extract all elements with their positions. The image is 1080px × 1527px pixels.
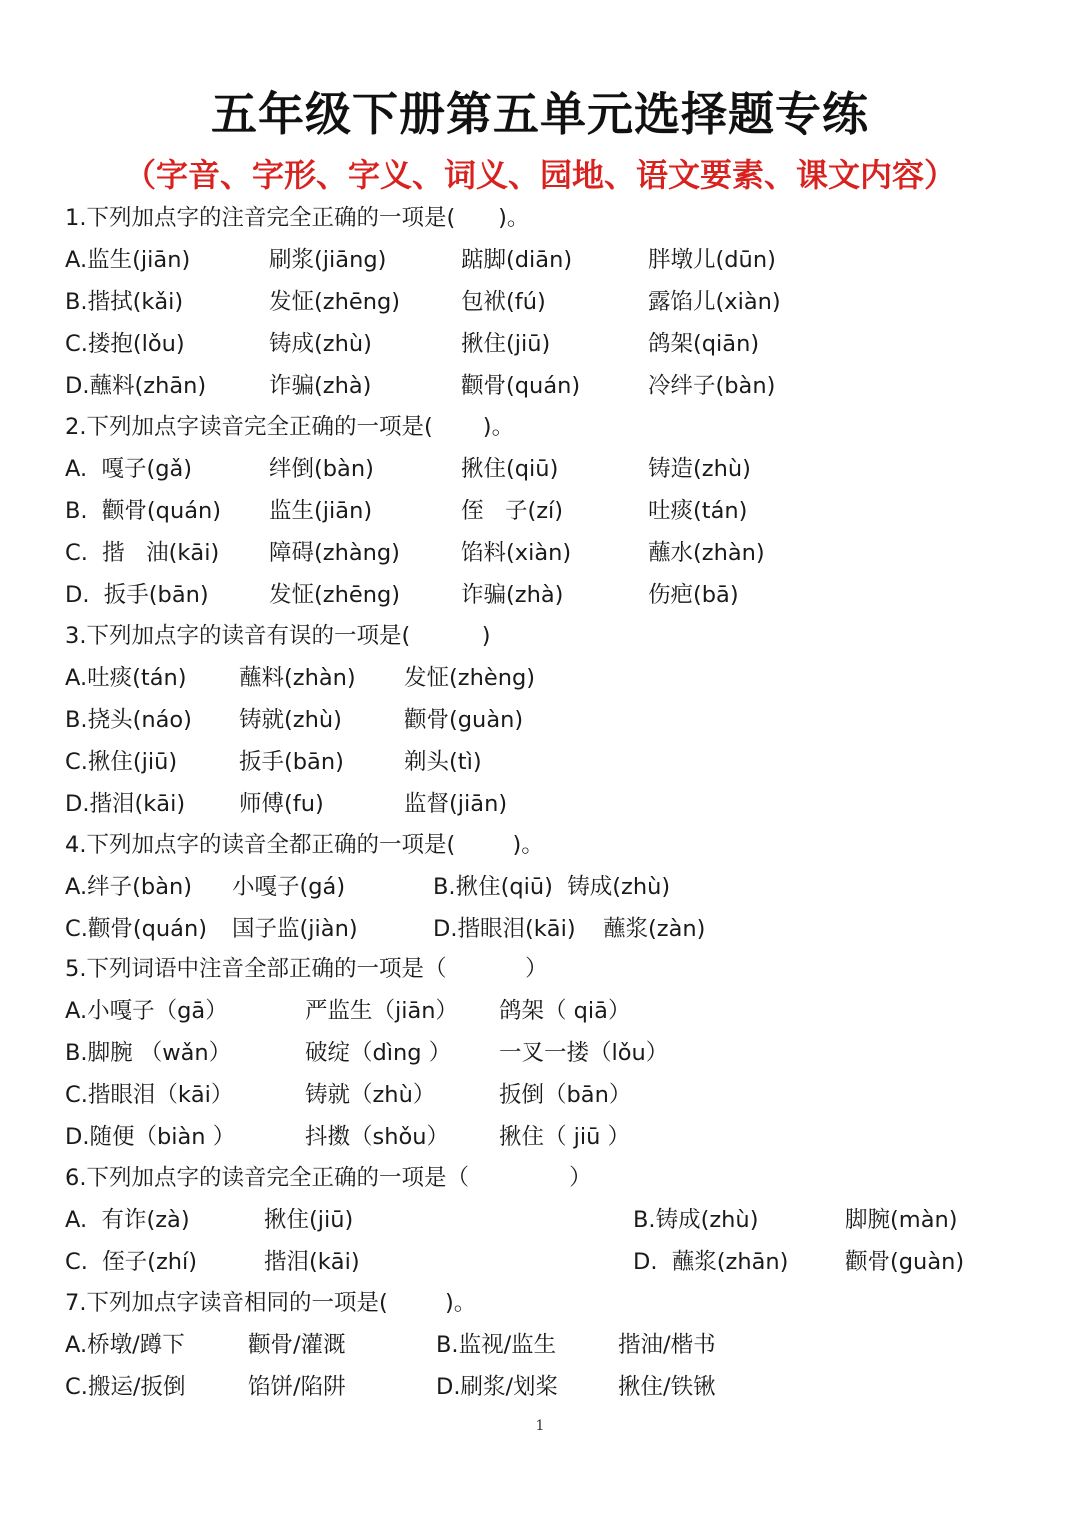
option-word: 发怔(zhèng) bbox=[404, 665, 536, 691]
option-label-item: B.挠头(náo) bbox=[65, 707, 192, 733]
option-word: 蘸料(zhàn) bbox=[239, 665, 356, 691]
option-word: 破绽（dìng ） bbox=[305, 1040, 452, 1066]
option-word: 障碍(zhàng) bbox=[269, 540, 400, 566]
option-word: 露馅儿(xiàn) bbox=[648, 289, 781, 315]
question-stem-text: 7.下列加点字读音相同的一项是( )。 bbox=[65, 1290, 477, 1316]
option-word: D. 蘸浆(zhān) bbox=[633, 1249, 789, 1275]
option-word: 揪住（ jiū ） bbox=[499, 1124, 631, 1150]
option-word: 监督(jiān) bbox=[404, 791, 508, 817]
option-label-item: B.揩拭(kǎi) bbox=[65, 289, 184, 315]
option-label-item: C.颧骨(quán) bbox=[65, 916, 208, 942]
question-stem-text: 2.下列加点字读音完全正确的一项是( )。 bbox=[65, 414, 515, 440]
option-word: 揩油/楷书 bbox=[618, 1332, 716, 1358]
option-word: 颧骨(guàn) bbox=[845, 1249, 965, 1275]
question-stem-text: 3.下列加点字的读音有误的一项是( ) bbox=[65, 623, 491, 649]
option-word: 诈骗(zhà) bbox=[461, 582, 564, 608]
option-word: 蘸水(zhàn) bbox=[648, 540, 765, 566]
option-word: 鸽架(qiān) bbox=[648, 331, 760, 357]
option-word: 胖墩儿(dūn) bbox=[648, 247, 776, 273]
option-word: 揪住(qiū) bbox=[461, 456, 559, 482]
option-word: 伤疤(bā) bbox=[648, 582, 739, 608]
option-word: 鸽架（ qiā） bbox=[499, 998, 631, 1024]
option-word: D.揩眼泪(kāi) bbox=[433, 916, 576, 942]
option-label-item: A. 嘎子(gǎ) bbox=[65, 456, 193, 482]
option-word: 颧骨/灌溉 bbox=[248, 1332, 346, 1358]
option-label-item: C. 揩 油(kāi) bbox=[65, 540, 220, 566]
option-word: B.揪住(qiū) 铸成(zhù) bbox=[433, 874, 671, 900]
option-word: 铸成(zhù) bbox=[269, 331, 372, 357]
option-word: 揪住(jiū) bbox=[461, 331, 551, 357]
option-word: 揩泪(kāi) bbox=[264, 1249, 360, 1275]
option-word: 揪住(jiū) bbox=[264, 1207, 354, 1233]
option-word: 冷绊子(bàn) bbox=[648, 373, 776, 399]
option-word: 一叉一搂（lǒu） bbox=[499, 1040, 669, 1066]
option-word: 刷浆(jiāng) bbox=[269, 247, 387, 273]
option-word: 发怔(zhēng) bbox=[269, 289, 401, 315]
worksheet-title: 五年级下册第五单元选择题专练 bbox=[211, 87, 869, 141]
option-word: 颧骨(guàn) bbox=[404, 707, 524, 733]
option-word: 铸造(zhù) bbox=[648, 456, 751, 482]
option-word: 铸就(zhù) bbox=[239, 707, 342, 733]
option-word: 扳手(bān) bbox=[239, 749, 344, 775]
option-label-item: A.绊子(bàn) bbox=[65, 874, 193, 900]
option-word: 铸就（zhù） bbox=[305, 1082, 436, 1108]
option-word: 蘸浆(zàn) bbox=[603, 916, 706, 942]
option-word: 发怔(zhēng) bbox=[269, 582, 401, 608]
option-word: 馅饼/陷阱 bbox=[248, 1374, 346, 1400]
option-word: 小嘎子(gá) bbox=[232, 874, 346, 900]
option-word: 国子监(jiàn) bbox=[232, 916, 358, 942]
option-word: 揪住/铁锹 bbox=[618, 1374, 716, 1400]
option-label-item: B. 颧骨(quán) bbox=[65, 498, 222, 524]
page-number: 1 bbox=[535, 1418, 545, 1434]
question-stem-text: 1.下列加点字的注音完全正确的一项是( )。 bbox=[65, 205, 530, 231]
option-word: 颧骨(quán) bbox=[461, 373, 581, 399]
question-stem-text: 4.下列加点字的读音全都正确的一项是( )。 bbox=[65, 832, 544, 858]
option-word: 诈骗(zhà) bbox=[269, 373, 372, 399]
option-label-item: A.桥墩/蹲下 bbox=[65, 1332, 185, 1358]
option-label-item: C.搂抱(lǒu) bbox=[65, 331, 185, 357]
option-word: 扳倒（bān） bbox=[499, 1082, 632, 1108]
option-label-item: A.吐痰(tán) bbox=[65, 665, 187, 691]
option-word: B.监视/监生 bbox=[436, 1332, 557, 1358]
option-label-item: A.小嘎子（gā） bbox=[65, 998, 228, 1024]
option-word: 脚腕(màn) bbox=[845, 1207, 958, 1233]
worksheet-subtitle: （字音、字形、字义、词义、园地、语文要素、课文内容） bbox=[123, 156, 956, 194]
option-word: 绊倒(bàn) bbox=[269, 456, 374, 482]
option-label-item: D. 扳手(bān) bbox=[65, 582, 209, 608]
option-label-item: A. 有诈(zà) bbox=[65, 1207, 190, 1233]
option-label-item: C.揪住(jiū) bbox=[65, 749, 178, 775]
option-word: D.刷浆/划桨 bbox=[436, 1374, 559, 1400]
option-word: 师傅(fu) bbox=[239, 791, 324, 817]
option-word: 踮脚(diān) bbox=[461, 247, 573, 273]
option-word: 吐痰(tán) bbox=[648, 498, 748, 524]
option-word: 剃头(tì) bbox=[404, 749, 482, 775]
option-label-item: C. 侄子(zhí) bbox=[65, 1249, 198, 1275]
option-word: 监生(jiān) bbox=[269, 498, 373, 524]
option-label-item: C.搬运/扳倒 bbox=[65, 1374, 186, 1400]
option-label-item: D.蘸料(zhān) bbox=[65, 373, 207, 399]
option-label-item: D.揩泪(kāi) bbox=[65, 791, 186, 817]
option-word: 馅料(xiàn) bbox=[461, 540, 572, 566]
question-stem-text: 6.下列加点字的读音完全正确的一项是（ ） bbox=[65, 1165, 592, 1191]
option-word: 抖擞（shǒu） bbox=[305, 1124, 450, 1150]
question-stem-text: 5.下列词语中注音全部正确的一项是（ ） bbox=[65, 956, 548, 982]
option-label-item: B.脚腕 （wǎn） bbox=[65, 1040, 232, 1066]
option-label-item: D.随便（biàn ） bbox=[65, 1124, 236, 1150]
option-word: 严监生（jiān） bbox=[305, 998, 459, 1024]
option-label-item: A.监生(jiān) bbox=[65, 247, 191, 273]
option-word: 侄 子(zí) bbox=[461, 498, 564, 524]
option-word: 包袱(fú) bbox=[461, 289, 546, 315]
option-label-item: C.揩眼泪（kāi） bbox=[65, 1082, 234, 1108]
option-word: B.铸成(zhù) bbox=[633, 1207, 759, 1233]
